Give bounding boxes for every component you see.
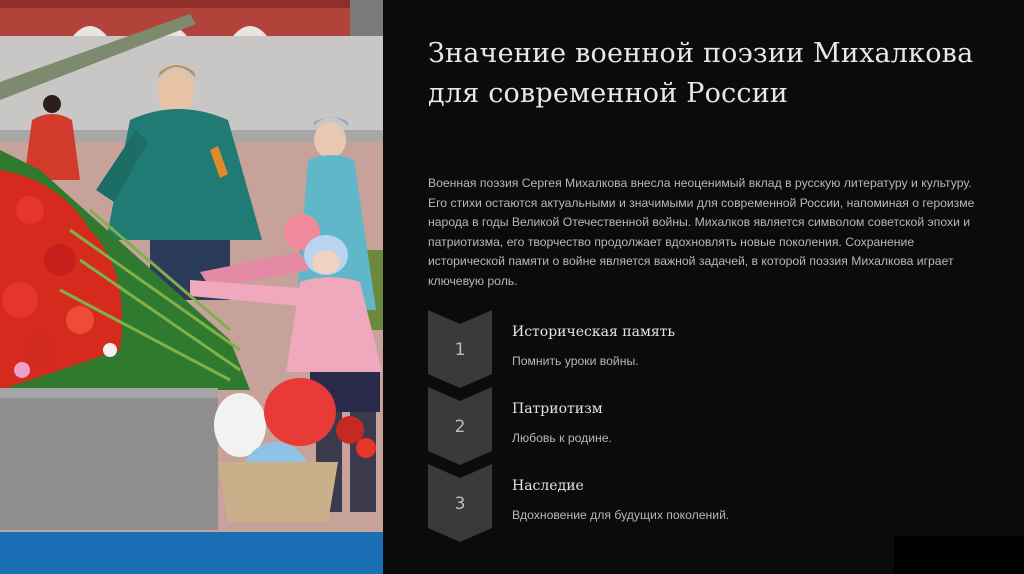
photo-bottom-strip xyxy=(0,532,383,574)
list-item xyxy=(428,464,988,542)
item-description: Помнить уроки войны. xyxy=(512,354,639,368)
memorial-photo-illustration xyxy=(0,0,383,574)
item-title: Патриотизм xyxy=(512,401,603,417)
memorial-photo xyxy=(0,0,383,574)
item-description: Вдохновение для будущих поколений. xyxy=(512,508,730,522)
item-title: Наследие xyxy=(512,478,584,494)
item-number: 1 xyxy=(454,340,466,360)
item-title: Историческая память xyxy=(512,324,676,340)
item-description: Любовь к родине. xyxy=(512,431,612,445)
list-item xyxy=(428,387,988,465)
item-number: 2 xyxy=(454,417,466,437)
corner-block xyxy=(894,536,1024,574)
content-panel xyxy=(383,0,1024,574)
slide-title: Значение военной поэзии Михалкова для современной России xyxy=(428,38,974,109)
list-item xyxy=(428,310,988,388)
item-number: 3 xyxy=(454,494,466,514)
slide-body-text: Военная поэзия Сергея Михалкова внесла неоценимый вклад в русскую литературу и культуру. Его стихи остаются актуальными и значимыми для современной России, напоминая о героизме народа в годы Великой Отечественной войны. Михалков является символом советской эпохи и патриотизма, его творчество продолжает вдохновлять новые поколения. Сохранение исторической памяти о войне является важной задачей, в которой поэзия Михалкова играет ключевую роль. xyxy=(428,176,975,288)
